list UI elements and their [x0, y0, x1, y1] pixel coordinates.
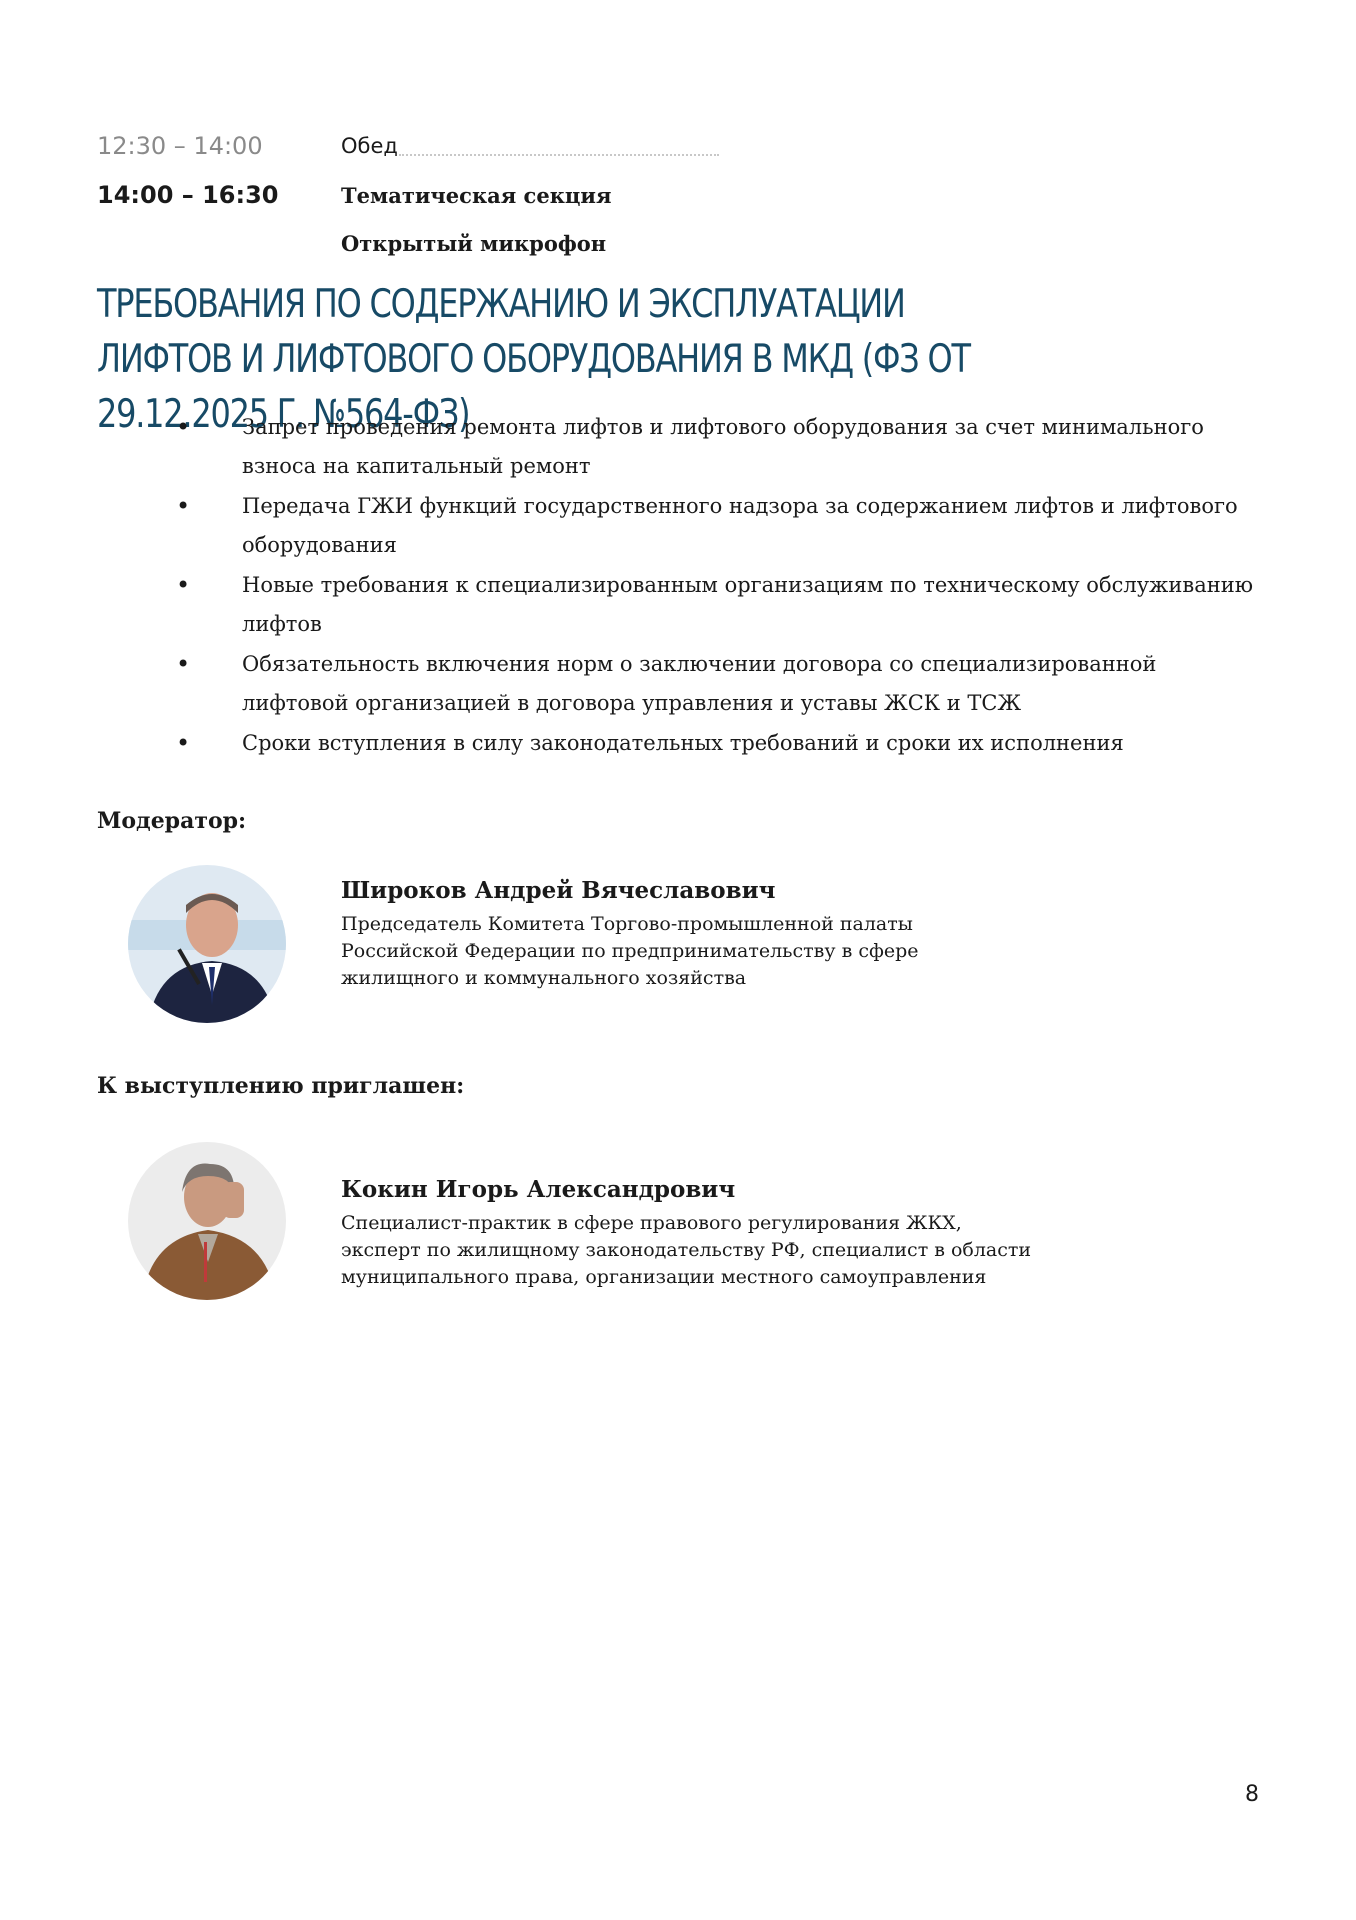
moderator-card — [128, 865, 1128, 1025]
avatar — [128, 1142, 286, 1300]
speaker-card — [128, 1142, 1128, 1302]
schedule-time: 14:00 – 16:30 — [97, 181, 279, 209]
page-number: 8 — [1245, 1782, 1259, 1807]
schedule-label: Тематическая секция — [341, 183, 612, 208]
schedule-sublabel: Открытый микрофон — [341, 231, 607, 256]
topic-item: • Обязательность включения норм о заключении договора со специализированной лифтовой организацией в договора управления и уставы ЖСК и ТСЖ — [172, 645, 1262, 723]
description-line: Председатель Комитета Торгово-промышленной палаты — [341, 913, 913, 935]
description-line: эксперт по жилищному законодательству РФ, специалист в области — [341, 1239, 1032, 1261]
dotted-leader — [399, 154, 719, 156]
description-line: Российской Федерации по предпринимательству в сфере — [341, 940, 919, 962]
speaker-heading: К выступлению приглашен: — [97, 1073, 465, 1099]
schedule-row-subsection — [97, 229, 717, 265]
moderator-description — [341, 911, 1101, 992]
avatar — [128, 865, 286, 1023]
topic-item: • Передача ГЖИ функций государственного надзора за содержанием лифтов и лифтового оборудования — [172, 487, 1262, 565]
description-line: жилищного и коммунального хозяйства — [341, 967, 747, 989]
schedule-label: Обед — [341, 134, 398, 158]
description-line: Специалист-практик в сфере правового регулирования ЖКХ, — [341, 1212, 962, 1234]
moderator-heading: Модератор: — [97, 808, 247, 834]
description-line: муниципального права, организации местного самоуправления — [341, 1266, 987, 1288]
topic-item: • Новые требования к специализированным организациям по техническому обслуживанию лифтов — [172, 566, 1262, 644]
speaker-description — [341, 1210, 1101, 1291]
schedule-time: 12:30 – 14:00 — [97, 132, 263, 160]
section-title: ТРЕБОВАНИЯ ПО СОДЕРЖАНИЮ И ЭКСПЛУАТАЦИИ ЛИФТОВ И ЛИФТОВОГО ОБОРУДОВАНИЯ В МКД (ФЗ ОТ 29.12.2025 Г. №564-ФЗ) — [97, 282, 970, 437]
speaker-name: Кокин Игорь Александрович — [341, 1176, 736, 1203]
topic-list — [172, 408, 1262, 764]
schedule-row-section — [97, 181, 717, 217]
schedule-row-lunch — [97, 132, 717, 168]
topic-item: • Сроки вступления в силу законодательных требований и сроки их исполнения — [172, 724, 1262, 763]
topic-item: • Запрет проведения ремонта лифтов и лифтового оборудования за счет минимального взноса на капитальный ремонт — [172, 408, 1262, 486]
moderator-name: Широков Андрей Вячеславович — [341, 877, 776, 904]
